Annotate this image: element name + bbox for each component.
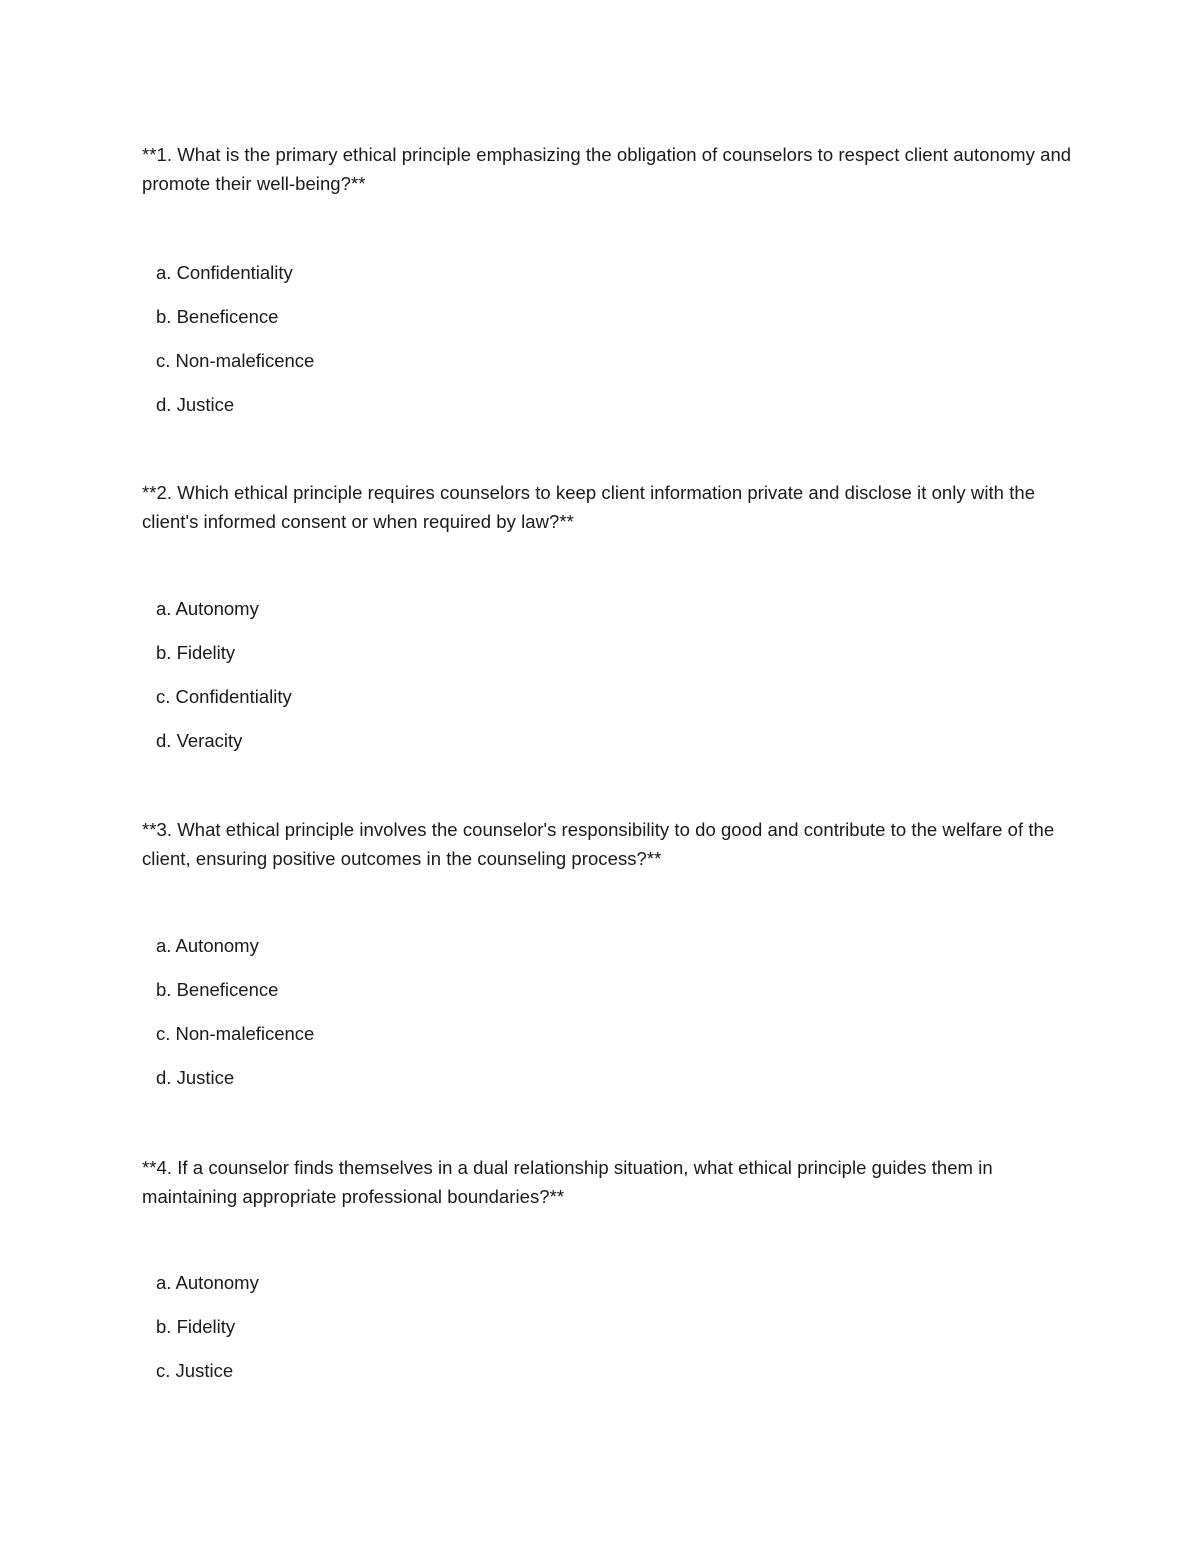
question-3-option-d: d. Justice bbox=[156, 1067, 235, 1088]
question-2-option-a: a. Autonomy bbox=[156, 598, 259, 619]
question-2-options bbox=[156, 598, 292, 774]
question-4-option-c: c. Justice bbox=[156, 1360, 234, 1381]
question-4-option-b: b. Fidelity bbox=[156, 1316, 236, 1337]
question-1 bbox=[142, 141, 1072, 198]
question-4-text: **4. If a counselor finds themselves in a dual relationship situation, what ethical principle guides them in maintaining appropriate professional boundaries?** bbox=[142, 1157, 993, 1207]
question-1-option-d: d. Justice bbox=[156, 394, 235, 415]
question-4-options bbox=[156, 1272, 259, 1404]
question-4-option-a: a. Autonomy bbox=[156, 1272, 259, 1293]
question-1-text: **1. What is the primary ethical principle emphasizing the obligation of counselors to respect client autonomy and promote their well-being?** bbox=[142, 144, 1072, 194]
question-1-option-c: c. Non-maleficence bbox=[156, 350, 315, 371]
question-3-text: **3. What ethical principle involves the counselor's responsibility to do good and contribute to the welfare of the client, ensuring positive outcomes in the counseling process?** bbox=[142, 819, 1055, 869]
question-2 bbox=[142, 479, 1072, 536]
question-2-option-c: c. Confidentiality bbox=[156, 686, 292, 707]
question-1-option-a: a. Confidentiality bbox=[156, 262, 293, 283]
question-4 bbox=[142, 1154, 1072, 1211]
question-1-option-b: b. Beneficence bbox=[156, 306, 279, 327]
question-3-option-a: a. Autonomy bbox=[156, 935, 259, 956]
question-2-option-d: d. Veracity bbox=[156, 730, 243, 751]
question-3-options bbox=[156, 935, 314, 1111]
question-2-text: **2. Which ethical principle requires counselors to keep client information private and disclose it only with the client's informed consent or when required by law?** bbox=[142, 482, 1036, 532]
question-2-option-b: b. Fidelity bbox=[156, 642, 236, 663]
question-3-option-c: c. Non-maleficence bbox=[156, 1023, 315, 1044]
question-3 bbox=[142, 816, 1072, 873]
question-1-options bbox=[156, 262, 314, 438]
question-3-option-b: b. Beneficence bbox=[156, 979, 279, 1000]
